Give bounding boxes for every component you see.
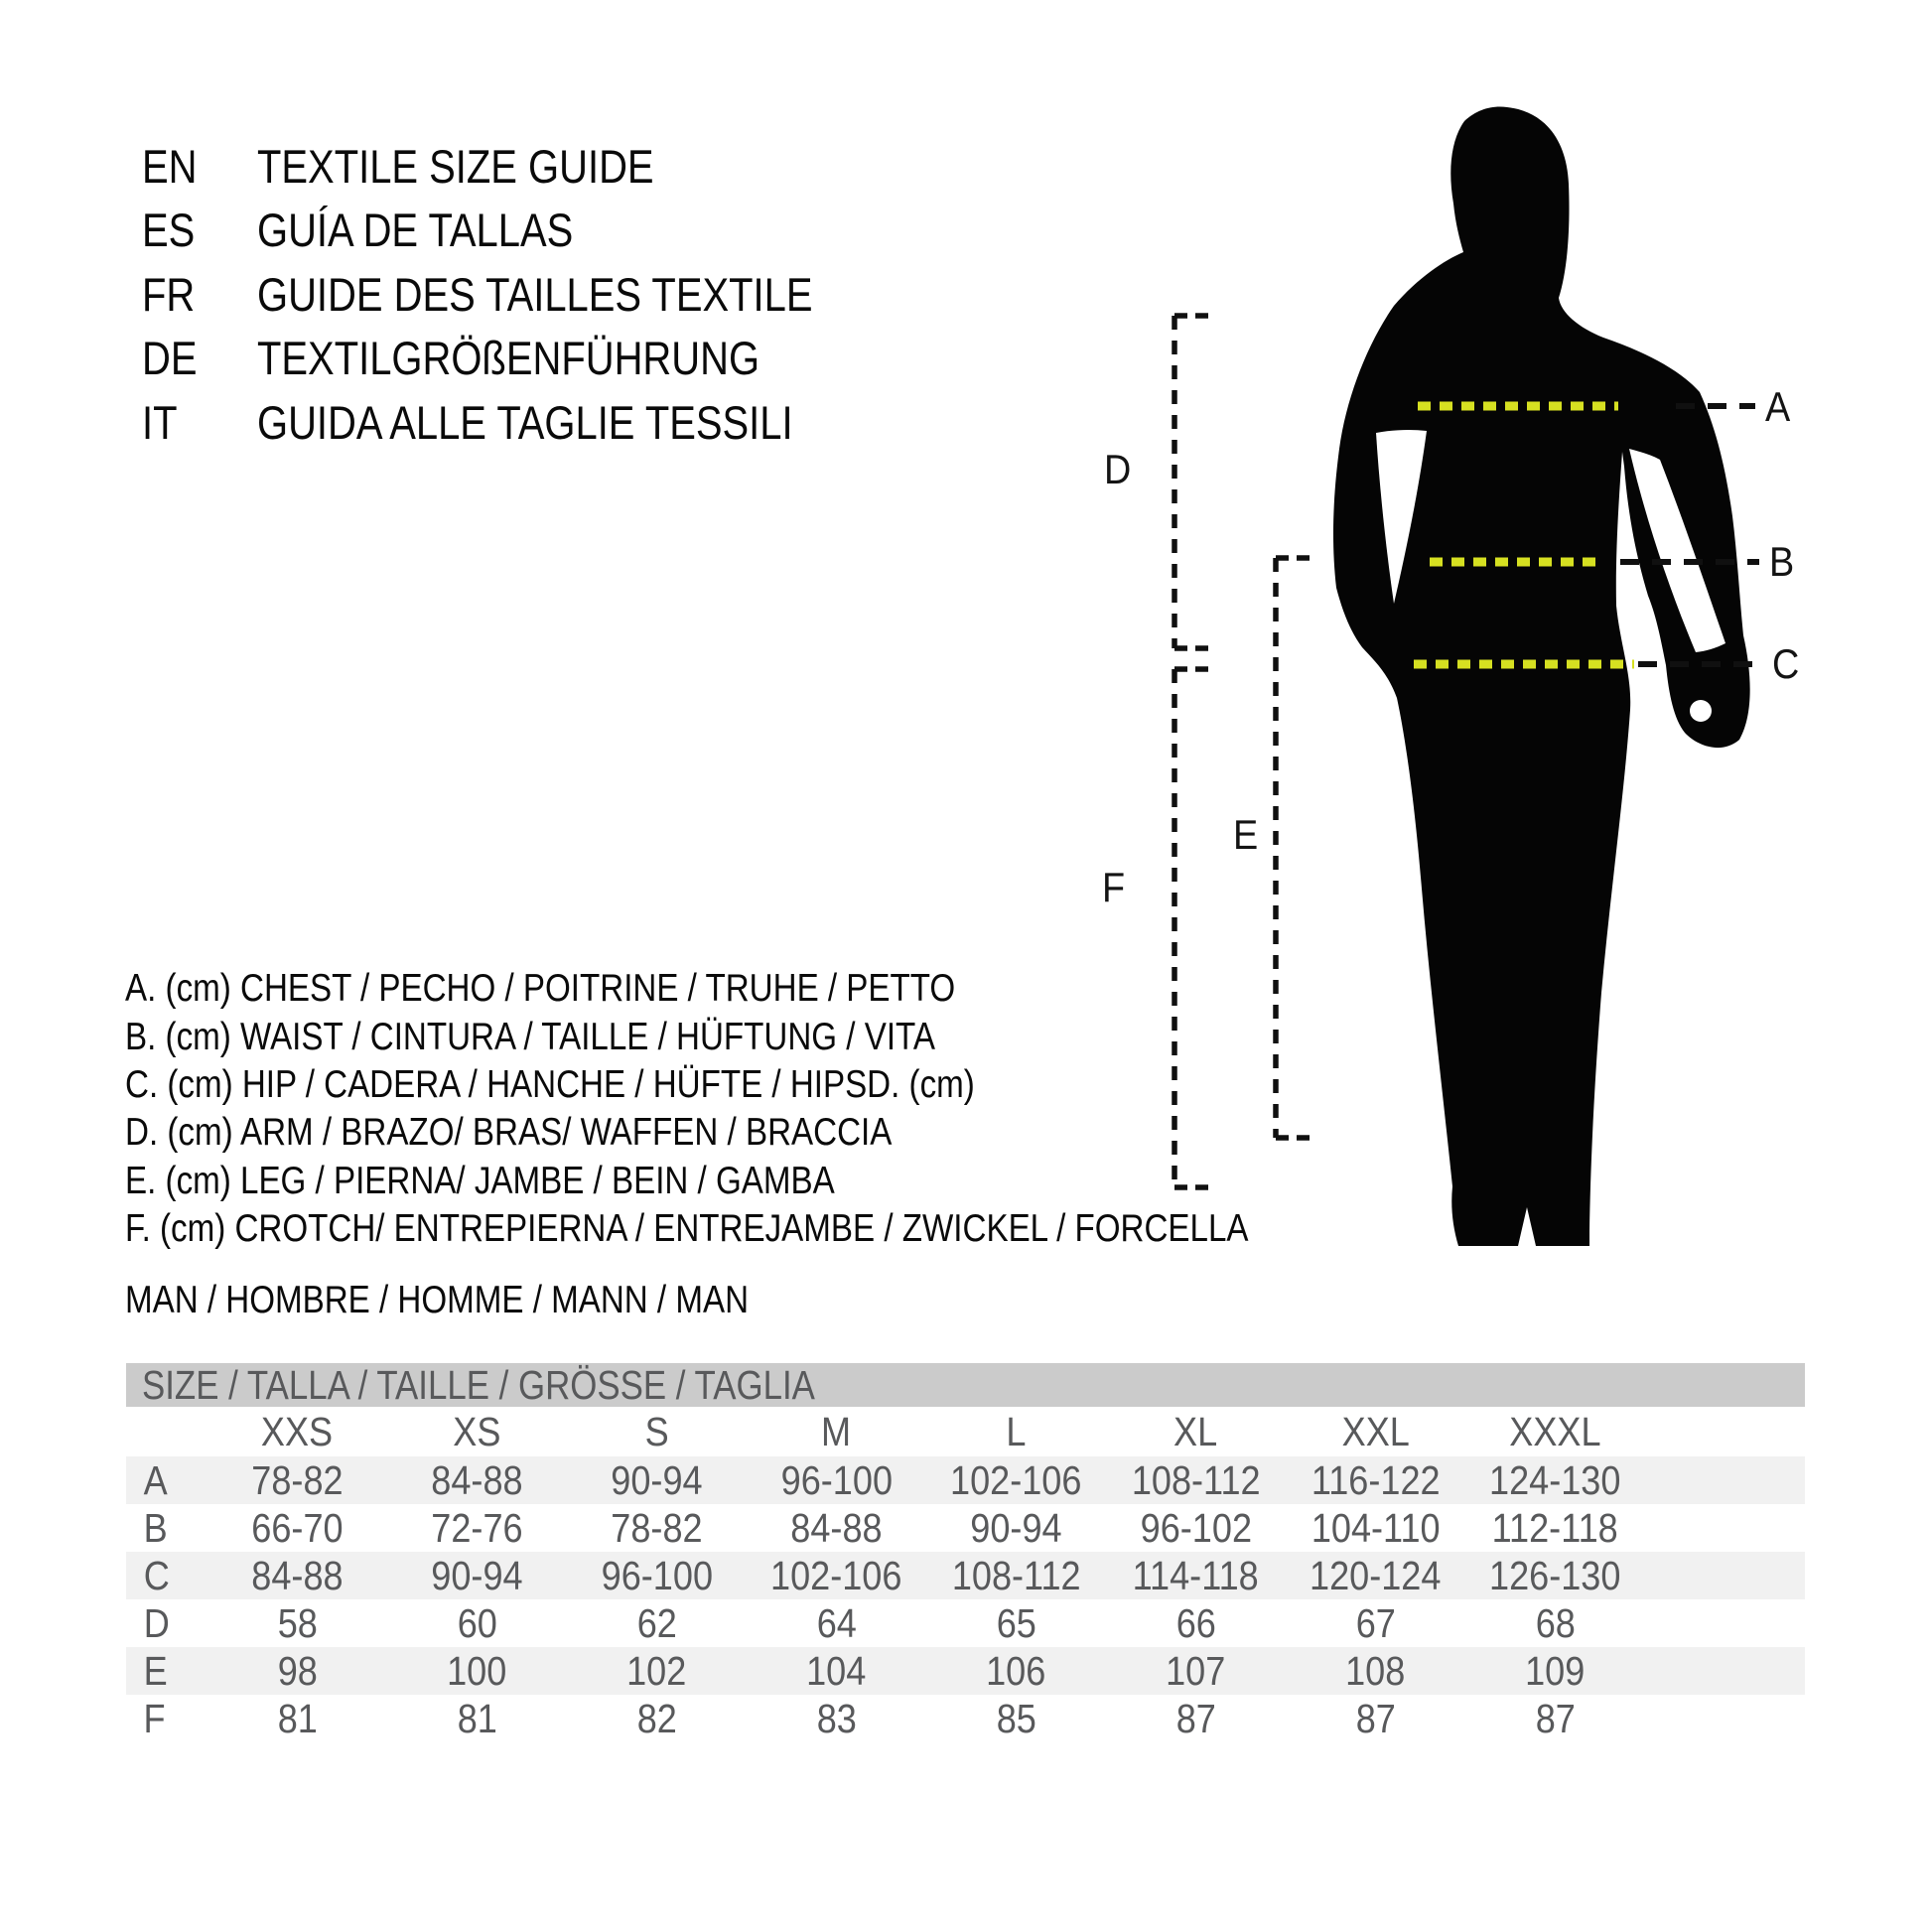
lang-row-it xyxy=(142,390,910,455)
lang-code-fr: FR xyxy=(142,267,196,321)
title-it: GUIDA ALLE TAGLIE TESSILI xyxy=(257,395,793,449)
legend-line-e: E. (cm) LEG / PIERNA/ JAMBE / BEIN / GAMBA xyxy=(125,1159,835,1202)
table-row-d: D 58 60 62 64 65 66 67 68 xyxy=(143,1599,1576,1646)
lang-row-de xyxy=(142,327,910,391)
category-line: MAN / HOMBRE / HOMME / MANN / MAN xyxy=(125,1279,750,1321)
label-leg-e: E xyxy=(1233,811,1259,858)
language-title-block xyxy=(142,134,910,455)
legend-line-f: F. (cm) CROTCH/ ENTREPIERNA / ENTREJAMBE / ZWICKEL / FORCELLA xyxy=(125,1207,1249,1251)
size-col-l: L xyxy=(1006,1408,1027,1454)
size-table-header: SIZE / TALLA / TAILLE / GRÖSSE / TAGLIA xyxy=(126,1363,1805,1407)
size-names-row xyxy=(126,1407,1805,1456)
title-en: TEXTILE SIZE GUIDE xyxy=(257,139,654,193)
size-col-xxl: XXL xyxy=(1341,1408,1410,1454)
table-row-e: E 98 100 102 104 106 107 108 109 xyxy=(126,1647,1805,1695)
lang-code-en: EN xyxy=(142,139,198,193)
lang-row-es xyxy=(142,199,910,263)
size-col-xxs: XXS xyxy=(261,1408,334,1454)
title-es: GUÍA DE TALLAS xyxy=(257,204,574,257)
table-row-c: C 84-88 90-94 96-100 102-106 108-112 114-118 120-124 126-130 xyxy=(126,1552,1805,1599)
label-chest-a: A xyxy=(1765,383,1791,430)
lang-code-es: ES xyxy=(142,204,196,257)
table-row-b: B 66-70 72-76 78-82 84-88 90-94 96-102 104-110 112-118 xyxy=(143,1504,1619,1551)
size-col-m: M xyxy=(821,1408,852,1454)
label-crotch-f: F xyxy=(1102,864,1126,910)
title-fr: GUIDE DES TAILLES TEXTILE xyxy=(257,267,813,321)
legend-line-b: B. (cm) WAIST / CINTURA / TAILLE / HÜFTUNG / VITA xyxy=(125,1015,935,1058)
table-row-f: F 81 81 82 83 85 87 87 87 xyxy=(143,1695,1576,1741)
lang-code-it: IT xyxy=(142,395,178,449)
lang-row-fr xyxy=(142,262,910,327)
size-col-xl: XL xyxy=(1173,1408,1218,1454)
measurement-legend xyxy=(125,965,1447,1253)
table-row-a: A 78-82 84-88 90-94 96-100 102-106 108-112 116-122 124-130 xyxy=(126,1456,1805,1504)
title-de: TEXTILGRÖßENFÜHRUNG xyxy=(257,332,760,385)
size-col-xxxl: XXXL xyxy=(1509,1408,1601,1454)
legend-line-d: D. (cm) ARM / BRAZO/ BRAS/ WAFFEN / BRACCIA xyxy=(125,1111,893,1155)
legend-line-c: C. (cm) HIP / CADERA / HANCHE / HÜFTE / HIPSD. (cm) xyxy=(125,1062,975,1106)
label-hip-c: C xyxy=(1772,640,1800,687)
size-col-xs: XS xyxy=(453,1408,501,1454)
lang-code-de: DE xyxy=(142,332,198,385)
size-table xyxy=(126,1363,1805,1742)
label-arm-d: D xyxy=(1104,446,1132,492)
size-col-s: S xyxy=(644,1408,669,1454)
lang-row-en xyxy=(142,134,910,199)
legend-line-a: A. (cm) CHEST / PECHO / POITRINE / TRUHE / PETTO xyxy=(125,967,956,1011)
label-waist-b: B xyxy=(1769,538,1795,585)
